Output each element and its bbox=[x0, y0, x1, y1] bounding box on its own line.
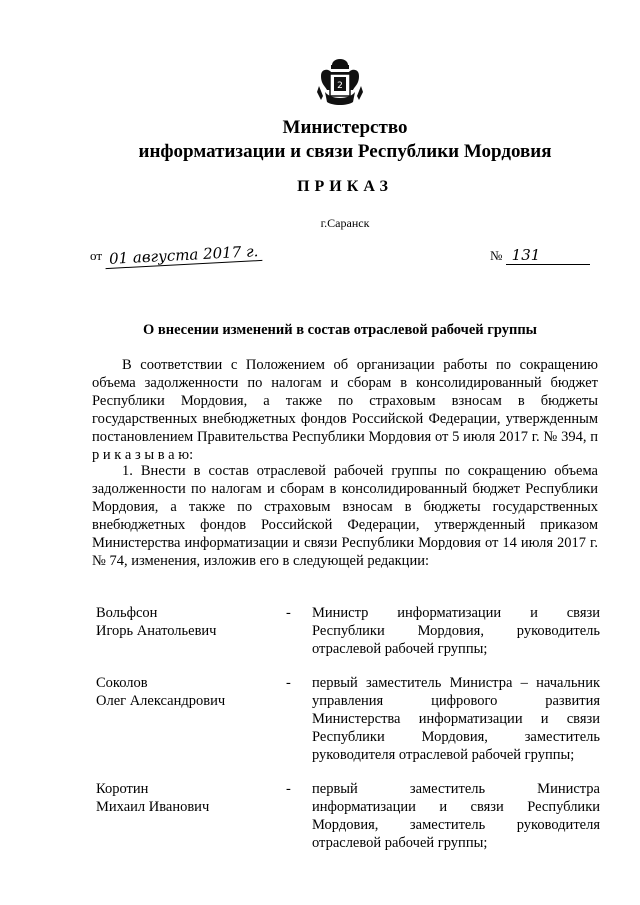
paragraph-text: 1. Внести в состав отраслевой рабочей группы по сокращению объема задолженности по налогам и сборам в консолидированный бюджет Республики Мордовия, а также по страховым взносам в бюджеты государственных внебюджетных фондов Российской Федерации, утвержденный приказом Министерства информатизации и связи Республики Мордовия от 14 июля 2017 г. № 74, изменения, изложив его в следующей редакции: bbox=[92, 463, 598, 569]
member-name: Коротин Михаил Иванович bbox=[96, 781, 210, 815]
member-role: первый заместитель Министра информатизации и связи Республики Мордовия, заместитель руководителя отраслевой рабочей группы; bbox=[312, 781, 600, 851]
number-prefix: № bbox=[490, 248, 503, 263]
working-group-list bbox=[96, 604, 600, 866]
list-item bbox=[96, 604, 600, 658]
paragraph-preamble bbox=[92, 356, 598, 464]
city: г.Саранск bbox=[320, 216, 370, 230]
order-date bbox=[90, 242, 263, 268]
member-dash: - bbox=[286, 605, 291, 621]
member-dash: - bbox=[286, 781, 291, 797]
member-name: Вольфсон Игорь Анатольевич bbox=[96, 605, 217, 639]
document-type: ПРИКАЗ bbox=[297, 178, 393, 195]
member-name: Соколов Олег Александрович bbox=[96, 675, 226, 709]
member-role: первый заместитель Министра – начальник управления цифрового развития Министерства информатизации и связи Республики Мордовия, заместитель руководителя отраслевой рабочей группы; bbox=[312, 675, 600, 763]
coat-of-arms-icon bbox=[313, 56, 367, 110]
handwritten-number: 131 bbox=[506, 246, 590, 265]
handwritten-date: 01 августа 2017 г. bbox=[105, 242, 263, 269]
list-item bbox=[96, 674, 600, 764]
paragraph-item-1 bbox=[92, 462, 598, 570]
list-item bbox=[96, 780, 600, 852]
member-role: Министр информатизации и связи Республики Мордовия, руководитель отраслевой рабочей группы; bbox=[312, 605, 600, 657]
date-prefix: от bbox=[90, 248, 103, 263]
ministry-name-line2: информатизации и связи Республики Мордовия bbox=[138, 141, 552, 162]
svg-text:2: 2 bbox=[337, 81, 343, 91]
paragraph-text: В соответствии с Положением об организации работы по сокращению объема задолженности по налогам и сборам в консолидированный бюджет Республики Мордовия, а также по страховым взносам в бюджеты государственных внебюджетных фондов Российской Федерации, утвержденным постановлением Правительства Республики Мордовия от 5 июля 2017 г. № 394, п р и к а з ы в а ю: bbox=[92, 357, 598, 463]
document-title: О внесении изменений в состав отраслевой рабочей группы bbox=[142, 322, 537, 338]
member-dash: - bbox=[286, 675, 291, 691]
ministry-name-line1: Министерство bbox=[282, 117, 408, 138]
order-number bbox=[490, 246, 590, 265]
